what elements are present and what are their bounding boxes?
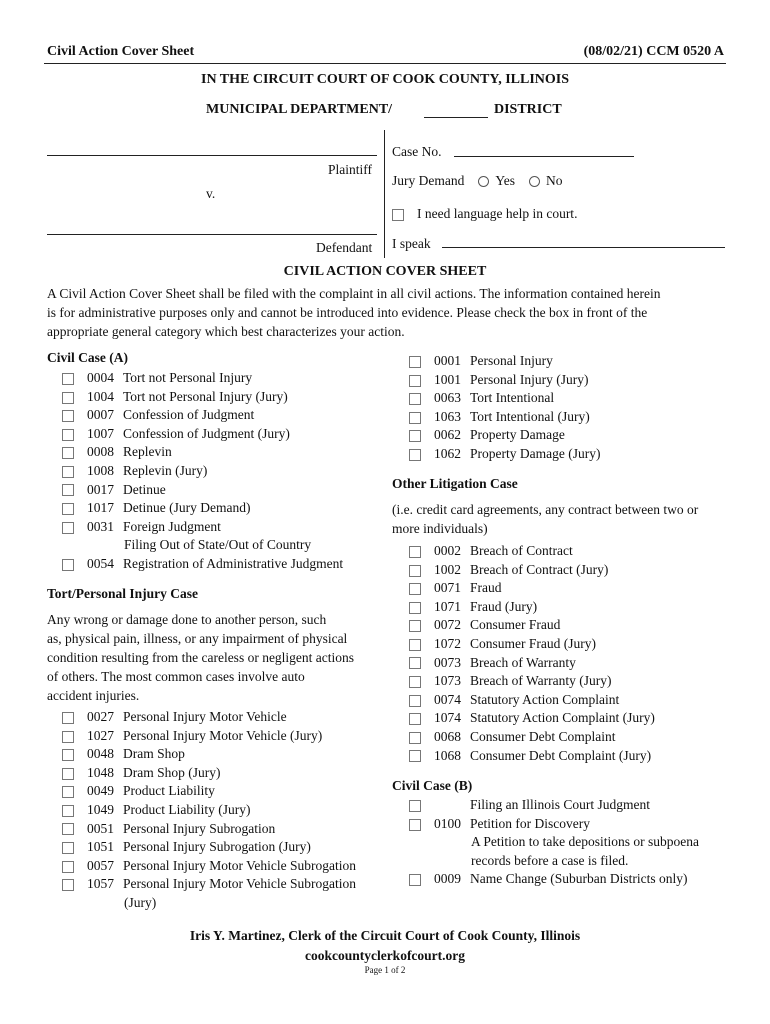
description-line: (i.e. credit card agreements, any contract between two or <box>392 502 699 517</box>
case-type-item[interactable] <box>62 518 343 537</box>
page-number: Page 1 of 2 <box>364 965 406 975</box>
language-field[interactable] <box>442 247 725 248</box>
case-type-item[interactable] <box>62 555 343 574</box>
other-litigation-description <box>392 500 698 538</box>
case-type-label: Product Liability (Jury) <box>123 801 251 817</box>
civil-case-a-heading: Civil Case (A) <box>47 350 128 365</box>
case-type-label: Personal Injury Motor Vehicle (Jury) <box>123 727 323 743</box>
defendant-label: Defendant <box>316 240 373 255</box>
case-code: 1051 <box>87 839 114 855</box>
case-type-checkbox[interactable] <box>409 750 421 762</box>
case-type-checkbox[interactable] <box>409 375 421 387</box>
jury-no-radio[interactable] <box>529 176 540 187</box>
case-type-checkbox[interactable] <box>409 676 421 688</box>
tort-description <box>47 610 354 705</box>
case-type-label: Tort Intentional <box>470 390 555 406</box>
case-type-item[interactable] <box>62 782 356 801</box>
district-label: DISTRICT <box>494 102 562 117</box>
case-code: 0007 <box>87 407 114 423</box>
civil-case-b-list <box>409 796 699 889</box>
case-type-label: Breach of Contract <box>470 543 573 558</box>
case-type-item[interactable] <box>62 708 356 727</box>
jury-yes-label: Yes <box>495 173 516 188</box>
case-type-item <box>409 852 699 871</box>
case-type-label: Consumer Fraud <box>470 617 561 633</box>
case-type-checkbox[interactable] <box>62 823 74 835</box>
form-title: Civil Action Cover Sheet <box>47 44 195 59</box>
case-type-label: Breach of Warranty <box>470 654 576 670</box>
case-code: 1074 <box>434 710 461 726</box>
case-type-label: Consumer Fraud (Jury) <box>470 635 596 651</box>
case-code: 0074 <box>434 691 461 707</box>
case-type-checkbox[interactable] <box>62 786 74 798</box>
intro-line: is for administrative purposes only and cannot be introduced into evidence. Please check the box in front of the <box>47 305 648 320</box>
case-type-label: Product Liability <box>123 783 215 799</box>
case-code: 1057 <box>87 876 114 892</box>
case-code: 0004 <box>87 370 114 385</box>
case-type-checkbox[interactable] <box>62 879 74 891</box>
case-type-item[interactable] <box>409 426 600 445</box>
case-code: 0008 <box>87 444 114 460</box>
case-code: 0001 <box>434 353 461 368</box>
case-type-checkbox[interactable] <box>409 565 421 577</box>
case-type-item[interactable] <box>62 727 356 746</box>
cover-sheet-title: CIVIL ACTION COVER SHEET <box>283 264 487 279</box>
case-code: 0068 <box>434 728 461 744</box>
case-type-label: Personal Injury Subrogation (Jury) <box>123 839 311 855</box>
personal-injury-list <box>409 352 600 464</box>
description-line: condition resulting from the careless or negligent actions <box>47 650 355 665</box>
case-code: 0057 <box>87 857 114 873</box>
case-type-item[interactable] <box>62 425 343 444</box>
case-type-item[interactable] <box>62 481 343 500</box>
case-type-item[interactable] <box>409 598 655 617</box>
plaintiff-label: Plaintiff <box>328 162 373 177</box>
case-code: 0071 <box>434 580 461 596</box>
intro-line: A Civil Action Cover Sheet shall be filed with the complaint in all civil actions. The information contained herein <box>47 286 661 301</box>
case-type-label: Tort not Personal Injury <box>123 370 253 385</box>
tort-heading: Tort/Personal Injury Case <box>47 586 198 601</box>
civil-case-b-heading: Civil Case (B) <box>392 778 473 793</box>
header-rule <box>44 63 726 64</box>
case-code: 1062 <box>434 445 461 461</box>
case-type-label: Personal Injury Motor Vehicle Subrogation <box>123 876 356 892</box>
case-type-label: Tort Intentional (Jury) <box>470 408 590 424</box>
case-type-checkbox[interactable] <box>409 449 421 461</box>
case-code: 1027 <box>87 727 114 743</box>
case-type-item <box>62 536 343 555</box>
case-code: 0048 <box>87 746 114 762</box>
versus-label: v. <box>206 186 216 201</box>
case-type-label: Property Damage (Jury) <box>470 445 601 461</box>
case-type-item <box>62 894 356 913</box>
description-line: as, physical pain, illness, or any impairment of physical <box>47 631 348 646</box>
case-type-checkbox[interactable] <box>409 356 421 368</box>
case-type-item[interactable] <box>62 820 356 839</box>
caption-divider <box>384 130 385 258</box>
case-type-checkbox[interactable] <box>62 466 74 478</box>
case-type-label: Replevin <box>123 444 172 460</box>
case-type-label: Personal Injury Subrogation <box>123 820 276 836</box>
case-type-label: Breach of Contract (Jury) <box>470 561 609 577</box>
case-code: 1072 <box>434 635 461 651</box>
case-type-label: Personal Injury Motor Vehicle <box>123 709 287 724</box>
case-type-checkbox[interactable] <box>62 410 74 422</box>
case-type-item[interactable] <box>62 406 343 425</box>
other-litigation-list <box>409 542 655 765</box>
case-code: 0051 <box>87 820 114 836</box>
case-type-item <box>409 833 699 852</box>
case-type-checkbox[interactable] <box>62 484 74 496</box>
case-code: 1071 <box>434 598 461 614</box>
case-type-item[interactable] <box>62 443 343 462</box>
case-type-item[interactable] <box>409 747 655 766</box>
form-number: (08/02/21) CCM 0520 A <box>583 44 724 59</box>
case-type-item[interactable] <box>409 389 600 408</box>
civil-case-a-list <box>62 369 343 574</box>
case-code: 1002 <box>434 561 461 577</box>
case-type-checkbox[interactable] <box>409 430 421 442</box>
language-help-checkbox[interactable] <box>392 209 404 221</box>
case-type-checkbox[interactable] <box>62 768 74 780</box>
case-type-checkbox[interactable] <box>409 695 421 707</box>
case-type-label: Consumer Debt Complaint (Jury) <box>470 747 652 763</box>
jury-no-label: No <box>546 173 563 188</box>
case-type-item[interactable] <box>409 691 655 710</box>
case-code: 0072 <box>434 617 461 633</box>
defendant-field[interactable] <box>47 234 377 235</box>
case-type-label: Filing Out of State/Out of Country <box>124 537 312 553</box>
i-speak-label: I speak <box>392 236 431 251</box>
case-code: 1017 <box>87 500 114 516</box>
case-type-checkbox[interactable] <box>62 712 74 724</box>
case-type-item[interactable] <box>62 388 343 407</box>
case-type-checkbox[interactable] <box>409 412 421 424</box>
case-code: 0017 <box>87 481 114 497</box>
case-type-item[interactable] <box>62 857 356 876</box>
case-code: 0100 <box>434 815 461 831</box>
case-code: 0073 <box>434 654 461 670</box>
intro-paragraph <box>47 284 661 341</box>
case-code: 0009 <box>434 871 461 887</box>
case-type-item[interactable] <box>62 764 356 783</box>
case-type-label: Personal Injury Motor Vehicle Subrogation <box>123 857 356 873</box>
case-type-checkbox[interactable] <box>409 639 421 651</box>
case-type-item[interactable] <box>62 801 356 820</box>
case-type-label: Statutory Action Complaint <box>470 691 620 707</box>
case-type-checkbox[interactable] <box>409 732 421 744</box>
language-help-label: I need language help in court. <box>417 206 578 221</box>
description-line: of others. The most common cases involve auto <box>47 669 305 684</box>
case-type-checkbox[interactable] <box>62 392 74 404</box>
case-type-label: Breach of Warranty (Jury) <box>470 673 612 689</box>
case-type-label: Name Change (Suburban Districts only) <box>470 871 688 887</box>
case-type-item[interactable] <box>62 875 356 894</box>
case-code: 1004 <box>87 388 114 404</box>
case-type-checkbox[interactable] <box>62 731 74 743</box>
case-type-item[interactable] <box>62 838 356 857</box>
case-code: 1073 <box>434 673 461 689</box>
case-type-item[interactable] <box>409 408 600 427</box>
case-type-item[interactable] <box>409 709 655 728</box>
case-type-checkbox[interactable] <box>62 447 74 459</box>
case-type-label: Dram Shop <box>123 746 185 762</box>
case-type-checkbox[interactable] <box>409 819 421 831</box>
court-name: IN THE CIRCUIT COURT OF COOK COUNTY, ILLINOIS <box>201 72 569 87</box>
jury-demand-label: Jury Demand <box>392 173 465 188</box>
case-type-label: Personal Injury <box>470 353 553 368</box>
case-type-checkbox[interactable] <box>62 805 74 817</box>
case-type-checkbox[interactable] <box>409 546 421 558</box>
case-type-item[interactable] <box>409 579 655 598</box>
case-type-checkbox[interactable] <box>62 429 74 441</box>
case-code: 1063 <box>434 408 461 424</box>
case-type-label: records before a case is filed. <box>471 852 629 868</box>
case-type-item[interactable] <box>409 445 600 464</box>
case-type-item[interactable] <box>409 796 699 815</box>
case-code: 0062 <box>434 427 461 443</box>
case-type-label: Replevin (Jury) <box>123 462 208 478</box>
case-type-label: Confession of Judgment <box>123 407 255 423</box>
case-type-item[interactable] <box>409 870 699 889</box>
case-type-label: Statutory Action Complaint (Jury) <box>470 710 655 726</box>
case-code: 1048 <box>87 764 114 780</box>
department-label: MUNICIPAL DEPARTMENT/ <box>206 102 393 117</box>
case-type-checkbox[interactable] <box>62 559 74 571</box>
case-code: 1001 <box>434 371 461 387</box>
jury-yes-radio[interactable] <box>478 176 489 187</box>
case-type-checkbox[interactable] <box>409 874 421 886</box>
case-type-item[interactable] <box>409 542 655 561</box>
case-code: 1049 <box>87 801 114 817</box>
case-type-item[interactable] <box>409 672 655 691</box>
case-type-label: Fraud <box>470 580 502 596</box>
case-type-label: (Jury) <box>124 894 157 910</box>
case-type-item[interactable] <box>409 815 699 834</box>
case-type-item[interactable] <box>62 745 356 764</box>
case-type-label: Tort not Personal Injury (Jury) <box>123 388 288 404</box>
case-code: 1007 <box>87 425 114 441</box>
case-type-item[interactable] <box>409 616 655 635</box>
intro-line: appropriate general category which best characterizes your action. <box>47 324 405 339</box>
description-line: more individuals) <box>392 521 488 536</box>
case-type-checkbox[interactable] <box>62 749 74 761</box>
case-type-item[interactable] <box>62 499 343 518</box>
case-number-label: Case No. <box>392 144 442 159</box>
case-code: 1008 <box>87 462 114 478</box>
case-code: 0054 <box>87 555 114 571</box>
case-type-checkbox[interactable] <box>62 373 74 385</box>
case-type-label: Registration of Administrative Judgment <box>123 555 344 571</box>
case-type-item[interactable] <box>409 635 655 654</box>
case-type-label: Dram Shop (Jury) <box>123 764 221 780</box>
description-line: Any wrong or damage done to another person, such <box>47 612 327 627</box>
description-line: accident injuries. <box>47 688 140 703</box>
case-type-checkbox[interactable] <box>62 503 74 515</box>
case-type-label: Personal Injury (Jury) <box>470 371 589 387</box>
case-type-label: A Petition to take depositions or subpoena <box>471 834 699 850</box>
clerk-name: Iris Y. Martinez, Clerk of the Circuit Court of Cook County, Illinois <box>189 928 581 943</box>
case-type-item[interactable] <box>409 728 655 747</box>
case-type-item[interactable] <box>409 371 600 390</box>
case-type-label: Consumer Debt Complaint <box>470 728 616 744</box>
case-code: 0049 <box>87 783 114 799</box>
tort-list <box>62 708 356 913</box>
case-type-label: Confession of Judgment (Jury) <box>123 425 290 441</box>
case-type-label: Petition for Discovery <box>470 815 590 831</box>
case-code: 0002 <box>434 543 461 558</box>
case-type-label: Property Damage <box>470 427 565 443</box>
case-type-item[interactable] <box>409 654 655 673</box>
other-litigation-heading: Other Litigation Case <box>392 476 518 491</box>
case-type-checkbox[interactable] <box>409 620 421 632</box>
case-type-item[interactable] <box>409 561 655 580</box>
case-code: 0031 <box>87 518 114 534</box>
clerk-website: cookcountyclerkofcourt.org <box>304 948 466 963</box>
case-type-checkbox[interactable] <box>62 842 74 854</box>
case-type-checkbox[interactable] <box>409 713 421 725</box>
case-number-field[interactable] <box>454 156 634 157</box>
language-help <box>392 206 577 222</box>
case-code: 1068 <box>434 747 461 763</box>
jury-demand <box>392 173 563 189</box>
case-type-item[interactable] <box>62 369 343 388</box>
case-type-checkbox[interactable] <box>62 522 74 534</box>
case-type-checkbox[interactable] <box>409 800 421 812</box>
case-type-label: Foreign Judgment <box>123 518 221 534</box>
case-type-checkbox[interactable] <box>409 583 421 595</box>
case-type-item[interactable] <box>409 352 600 371</box>
district-field[interactable] <box>424 117 488 118</box>
case-type-checkbox[interactable] <box>409 393 421 405</box>
case-type-checkbox[interactable] <box>409 657 421 669</box>
case-type-label: Filing an Illinois Court Judgment <box>470 797 651 812</box>
case-type-checkbox[interactable] <box>62 861 74 873</box>
case-type-label: Detinue <box>123 481 166 497</box>
case-code: 0027 <box>87 709 114 724</box>
plaintiff-field[interactable] <box>47 155 377 156</box>
case-code: 0063 <box>434 390 461 406</box>
case-type-label: Fraud (Jury) <box>470 598 538 614</box>
case-type-checkbox[interactable] <box>409 602 421 614</box>
case-type-label: Detinue (Jury Demand) <box>123 500 251 516</box>
case-type-item[interactable] <box>62 462 343 481</box>
